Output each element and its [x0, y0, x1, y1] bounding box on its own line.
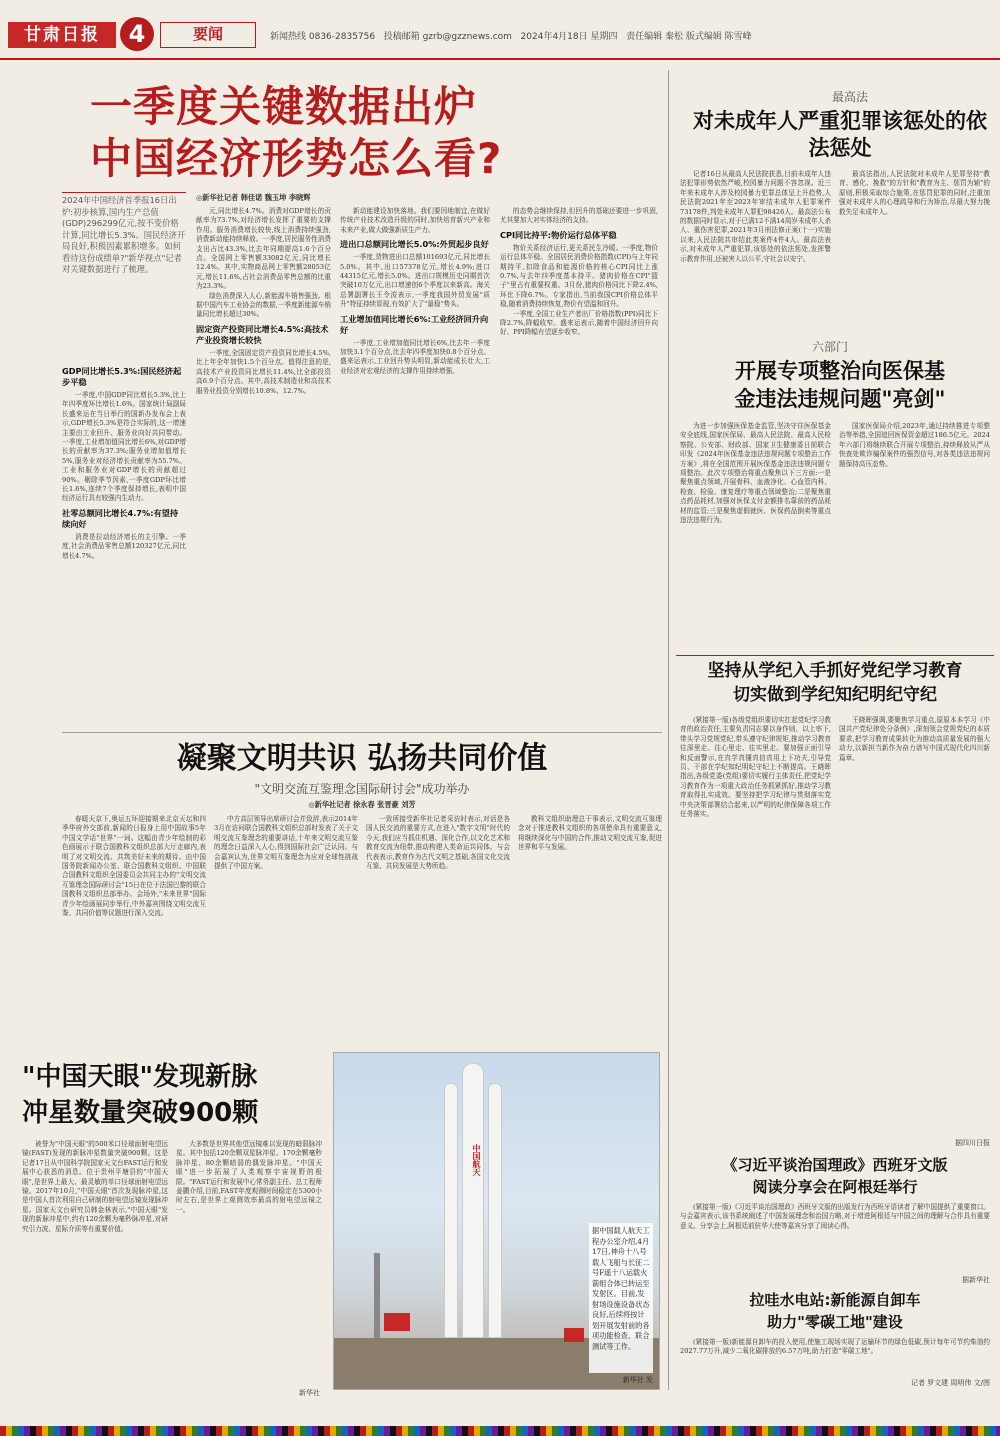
rocket-core: [462, 1063, 484, 1338]
economy-col-3: [340, 207, 490, 725]
book-source: 据新华社: [962, 1276, 990, 1284]
economy-col-2: [196, 207, 331, 725]
medical-headline-2: 金违法违规问题"亮剑": [734, 387, 946, 411]
medical-headline-1: 开展专项整治向医保基: [735, 359, 945, 383]
medical-text: 为进一步加强医保基金监管,坚决守住医保基金安全底线,国家医保局、最高人民法院、最高人民检察院、公安部、财政部、国家卫生健康委日前联合印发《2024年医保基金违法违规问题专项整治工作方案》,将在全国范围开展医保基金违法违规问题专项整治。此次专项整治将重点聚焦以下三方面:一是聚焦重点领域,开展骨科、血液净化、心血管内科、检查、检验、康复理疗等重点领域整治;二是聚焦重点药品耗材,加强对医保支付金额排名靠前的药品耗材的监管;三是聚焦虚假就医、医保药品倒卖等重点违法违规行为。: [680, 422, 831, 525]
economy-headline-2: 中国经济形势怎么看?: [90, 134, 503, 183]
culture-text: 春暖天京下,奥运五环迎接期来北京天坛和四季华府外交部前,新闻的日报身上用中国故事5年中国文学话"世界"一词。这幅由青少年绘制的彩色画展示于联合国教科文组织总部大厅走廊内,表明了对文明交流、共筑美好未来的期待。由中国国务院新闻办公室、联合国教科文组织、中国联合国教科文组织全国委员会共同主办的"文明交流互鉴理念国际研讨会"15日在位于法国巴黎的联合国教科文组织总部举办。会场外,"未来世界"国际青少年绘画展同步举行,中外嘉宾围绕文明交流互鉴、共同价值等议题进行深入交流。: [62, 815, 206, 918]
photo-caption: 据中国载人航天工程办公室介绍,4月17日,神舟十八号载人飞船与长征二号F遥十八运载火箭组合体已转运至发射区。目前,发射场设施设备状态良好,后续将按计划开展发射前的各项功能检查、联合测试等工作。: [589, 1223, 653, 1373]
education-source: 据四川日报: [955, 1139, 990, 1147]
economy-subhead-6: CPI同比持平:物价运行总体平稳: [500, 229, 617, 240]
date: 2024年4月18日 星期四: [520, 32, 618, 42]
court-text-2: 最高法指出,人民法院对未成年人犯罪坚持"教育、感化、挽救"的方针和"教育为主、惩罚为辅"的原则,积极采取综合施策,在惩罚犯罪的同时,注重加强对未成年人的心理疏导和行为矫治,尽最大努力挽救失足未成年人。: [839, 170, 990, 216]
rocket-booster-left: [444, 1083, 458, 1338]
color-bar: [0, 1426, 1000, 1436]
hotline: 新闻热线 0836-2835756: [270, 32, 376, 42]
rocket-booster-right: [488, 1083, 502, 1338]
education-text-2: 王晓晖强调,要聚焦学习重点,原原本本学习《中国共产党纪律处分条例》,深刻领会党规党纪的本质要求,把学习教育成果转化为推动高质量发展的强大动力,以新担当新作为奋力谱写中国式现代化四川新篇章。: [839, 716, 990, 762]
red-flag-2: [564, 1328, 584, 1342]
economy-subhead-1: GDP同比增长5.3%:国民经济起步平稳: [62, 366, 182, 387]
economy-col-4: [500, 207, 658, 725]
hydro-headline-2: 助力"零碳工地"建设: [767, 1313, 903, 1331]
culture-text-2: 中方高层领导出席研讨会并致辞,表示2014年3月在访问联合国教科文组织总部时发表了关于文明交流互鉴理念的重要讲话,十年来文明交流互鉴的理念日益深入人心,得到国际社会广泛认同。与会嘉宾认为,世界文明互鉴理念为应对全球性挑战提供了中国方案。: [214, 815, 358, 871]
editors: 责任编辑 秦松 版式编辑 陈雪峰: [626, 32, 752, 42]
email: 投稿邮箱 gzrb@gzznews.com: [383, 32, 512, 42]
economy-text-3: 新动能建设加快落地。我们要因地制宜,在做好传统产业技术改造升级的同时,加快培育新兴产业和未来产业,做大做强新质生产力。: [340, 207, 490, 234]
photo-credit: 新华社 发: [622, 1376, 653, 1384]
culture-headline: 凝聚文明共识 弘扬共同价值: [176, 741, 548, 776]
court-headline: 对未成年人严重犯罪该惩处的依法惩处: [693, 109, 987, 160]
medical-kicker: 六部门: [811, 340, 848, 354]
economy-text-2: 元,同比增长4.7%。消费对GDP增长的贡献率为73.7%,对经济增长发挥了重要的支撑作用。服务消费增长较快,线上消费持续强劲,消费新动能持续释放。一季度,居民服务性消费支出占比43.3%,比去年同期提高1.6个百分点。全国网上零售额33082亿元,同比增长12.4%。其中,实物商品网上零售额28053亿元,增长11.6%,占社会消费品零售总额的比重为23.3%。: [196, 207, 331, 291]
economy-col-1: [62, 362, 186, 725]
fast-text: 被誉为"中国天眼"的500米口径球面射电望远镜(FAST)发现的新脉冲星数量突破900颗。这是记者17日从中国科学院国家天文台FAST运行和发展中心获悉的消息。位于贵州平塘县的"中国天眼",是世界上最大、最灵敏的单口径球面射电望远镜。2017年10月,"中国天眼"首次发现脉冲星,这是中国人首次利用自己研制的射电望远镜发现脉冲星。国家天文台研究员韩金林表示,"中国天眼"发现的新脉冲星中,约有120余颗为毫秒脉冲星,对研究引力波、星际介质等有重要价值。: [22, 1140, 168, 1233]
hydro-text: (紧接第一版)新能源自卸车的投入使用,使施工现场实现了运输环节的绿色低碳,预计每年可节约柴油约2027.77万升,减少二氧化碳排放约6.57万吨,助力打造"零碳工地"。: [680, 1338, 990, 1356]
education-headline-2: 切实做到学纪知纪明纪守纪: [733, 685, 937, 705]
page-number: 4: [120, 17, 154, 51]
education-rule: [676, 655, 994, 656]
page-header: [0, 0, 1000, 60]
culture-text-4: 教科文组织助理总干事表示,文明交流互鉴理念对于推进教科文组织的各项使命具有重要意义,将继续深化与中国的合作,推动文明交流互鉴,促进世界和平与发展。: [518, 815, 662, 852]
launch-photo: [333, 1052, 660, 1390]
fast-headline-2: 冲星数量突破900颗: [22, 1098, 259, 1128]
economy-text-3c: 一季度,工业增加值同比增长6%,比去年一季度加快3.1个百分点,比去年四季度加快0.8个百分点。盛来运表示,工业回升势头明显,新动能成长壮大,工业经济对宏观经济的支撑作用持续增强。: [340, 338, 490, 375]
economy-text-2c: 一季度,全国固定资产投资同比增长4.5%,比上年全年加快1.5个百分点。值得注意的是,高技术产业投资同比增长11.4%,比全部投资高6.9个百分点。其中,高技术制造业和高技术服务业投资分别增长10.8%、12.7%。: [196, 348, 331, 395]
economy-lead: 2024年中国经济首季报16日出炉:初步核算,国内生产总值(GDP)296299亿元,按不变价格计算,同比增长5.3%。国民经济开局良好,积极因素累积增多。如何看待这份成绩单?"新华视点"记者对关键数据进行了梳理。: [62, 195, 186, 274]
culture-subhead: "文明交流互鉴理念国际研讨会"成功举办: [254, 782, 470, 796]
court-body: [680, 170, 990, 330]
education-text: (紧接第一版)各级党组织要切实扛起党纪学习教育的政治责任,主要负责同志要以身作则、以上率下,带头学习党规党纪,带头遵守纪律规矩,推动学习教育往深里走、往心里走、往实里走。要加强正面引导和反面警示,在真学真懂真信真用上下功夫,引导党员、干部在学纪知纪明纪守纪上不断提高。王晓晖指出,各级党委(党组)要切实履行主体责任,把党纪学习教育作为一项重大政治任务抓紧抓好,推动学习教育取得扎实成效。要坚持把学习纪律与贯彻落实党中央决策部署结合起来,以严明的纪律保障各项工作任务落实。: [680, 716, 831, 819]
court-kicker: 最高法: [831, 90, 868, 104]
economy-subhead-5: 工业增加值同比增长6%:工业经济回升向好: [340, 313, 489, 335]
medical-body: [680, 422, 990, 650]
economy-subhead-4: 进出口总额同比增长5.0%:外贸起步良好: [340, 239, 489, 250]
economy-subhead-2: 社零总额同比增长4.7%:有望持续向好: [62, 507, 179, 529]
header-info: [270, 29, 1000, 42]
lead-rule: [62, 192, 186, 193]
red-flag: [384, 1313, 410, 1331]
economy-text-4: 的态势会继续保持,但回升的基础还要进一步巩固,尤其要加大对实体经济的支持。: [500, 207, 658, 225]
medical-text-2: 国家医保局介绍,2023年,通过持续推进专项整治等举措,全国追回医保资金超过186.5亿元。2024年六部门将继续联合开展专项整治,持续释放从严从快查处欺诈骗保案件的强烈信号,对各类违法违规问题保持高压态势。: [839, 422, 990, 468]
newspaper-logo: 甘肃日报: [8, 22, 116, 48]
rocket-label: 中国航天: [472, 1144, 481, 1176]
book-headline-2: 阅读分享会在阿根廷举行: [752, 1178, 918, 1196]
economy-text-1: 一季度,中国GDP同比增长5.3%,比上年四季度环比增长1.6%。国家统计局副局长盛来运在当日举行的国新办发布会上表示,GDP增长5.3%是符合实际的,这一增速主要由工业回升、服务业向好共同带动。一季度,工业增加值同比增长6%,对GDP增长的贡献率为37.3%;服务业增加值增长5%,服务业对经济增长贡献率为55.7%。工业和服务业对GDP增长的贡献超过90%。剔除季节因素,一季度GDP环比增长1.6%,连续7个季度保持增长,表明中国经济运行具有较强内生动力。: [62, 391, 186, 503]
fast-text-2: 大多数是世界其他望远镜难以发现的暗弱脉冲星。其中包括120余颗双星脉冲星、170余颗毫秒脉冲星、80余颗暗弱的偶发脉冲星。"中国天眼"进一步拓展了人类观察宇宙视野的极限。"FAST运行和发展中心常务副主任、总工程师姜鹏介绍,目前,FAST年度观测时间稳定在5300小时左右,是世界上观测效率最高的射电望远镜之一。: [176, 1140, 322, 1214]
hydro-credit: 记者 罗文建 周明伟 文/图: [910, 1379, 990, 1387]
court-text: 记者16日从最高人民法院获悉,目前未成年人违法犯罪形势依然严峻,校园暴力问题不容忽视。近三年来未成年人涉及校园暴力犯罪总体呈上升趋势,人民法院2021年至2023年审结未成年人犯罪案件73178件,判处未成年人罪犯98426人。最高法公布的数据同时显示,对于已满12不满14周岁未成年人杀人、重伤害犯罪,2021年3月刑法修正案(十一)实施以来,人民法院共审结此类案件4件4人。最高法表示,对未成年人严重犯罪,该惩处的依法惩处,发挥警示教育作用,还被害人以公平,守社会以安宁。: [680, 170, 831, 263]
economy-text-2b: 绿色消费深入人心,新能源车销售强劲。根据中国汽车工业协会的数据,一季度新能源车销量同比增长超过30%。: [196, 291, 331, 319]
economy-text-3b: 一季度,货物进出口总额101693亿元,同比增长5.0%。其中,出口57378亿元,增长4.9%;进口44315亿元,增长5.0%。进出口规模历史同期首次突破10万亿元,出口增速创6个季度以来新高。海关总署副署长王令浚表示,一季度我国外贸发展"质升"特征持续显现,有效扩大了"量稳"势头。: [340, 253, 490, 309]
culture-body: [62, 815, 662, 1045]
economy-headline-1: 一季度关键数据出炉: [90, 82, 478, 131]
culture-byline: ◎新华社记者 徐永春 张晋豪 刘芳: [308, 800, 416, 809]
book-headline-1: 《习近平谈治国理政》西班牙文版: [722, 1156, 948, 1174]
education-headline-1: 坚持从学纪入手抓好党纪学习教育: [707, 661, 963, 681]
hydro-headline-1: 拉哇水电站:新能源自卸车: [749, 1291, 921, 1309]
book-text: (紧接第一版)《习近平谈治国理政》西班牙文版的出版发行为西班牙语读者了解中国提供了重要窗口。与会嘉宾表示,该书系统阐述了中国发展理念和治国方略,对于增进阿根廷与中国之间的理解与合作具有重要意义。分享会上,阿根廷前驻华大使等嘉宾分享了阅读心得。: [680, 1203, 990, 1230]
economy-text-4b: 物价关系经济运行,更关系民生冷暖。一季度,物价运行总体平稳。全国居民消费价格指数(CPI)与上年同期持平,扣除食品和能源价格的核心CPI同比上涨0.7%,与去年四季度基本持平。猪肉价格在CPI"篮子"里占有重要权重。3月份,猪肉价格同比下降2.4%,环比下降6.7%。专家指出,当前我国CPI价格总体平稳,随着消费持续恢复,物价有望温和回升。: [500, 243, 658, 309]
economy-byline: ◎新华社记者 韩佳诺 魏玉坤 李晓辉: [196, 193, 311, 202]
fast-body: [22, 1140, 322, 1390]
economy-subhead-3: 固定资产投资同比增长4.5%:高技术产业投资增长较快: [196, 323, 329, 345]
education-body: [680, 716, 990, 1136]
fast-source: 新华社: [299, 1389, 320, 1397]
economy-text-1b: 消费是拉动经济增长的主引擎。一季度,社会消费品零售总额120327亿元,同比增长4.7%。: [62, 532, 186, 560]
culture-rule: [62, 732, 662, 733]
fast-headline-1: "中国天眼"发现新脉: [22, 1062, 258, 1092]
section-label: 要闻: [160, 22, 256, 48]
economy-text-4c: 一季度,全国工业生产者出厂价格指数(PPI)同比下降2.7%,降幅收窄。盛来运表示,随着中国经济回升向好、PPI降幅有望逐步收窄。: [500, 309, 658, 337]
vertical-divider: [668, 70, 669, 1390]
culture-text-3: 一致所接受新华社记者采访时表示,对话是各国人民交流的重要方式,在进入"数字文明"时代的今天,我们应当抓住机遇、深化合作,以文化艺术和教育交流为纽带,推动构建人类命运共同体。与会代表表示,教育作为古代文明之基础,各国文化交流互鉴、共同发展是大势所趋。: [366, 815, 510, 871]
